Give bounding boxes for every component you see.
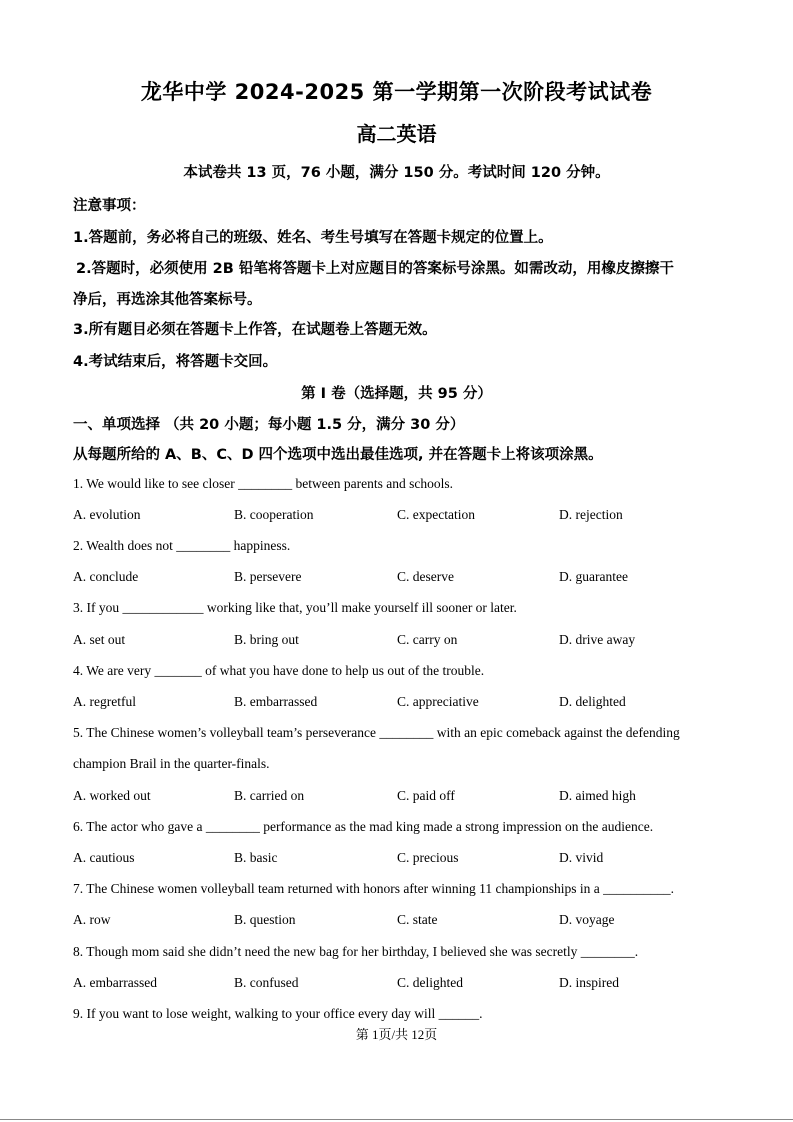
option-c: C. carry on xyxy=(397,632,458,647)
question-stem: 3. If you ____________ working like that, you’ll make yourself ill sooner or later. xyxy=(73,600,517,615)
option-d: D. vivid xyxy=(559,850,604,865)
part-title: 第 I 卷（选择题，共 95 分） xyxy=(301,386,492,402)
option-a: A. set out xyxy=(73,632,126,647)
option-c: C. paid off xyxy=(397,788,455,803)
option-c: C. deserve xyxy=(397,569,454,584)
option-d: D. guarantee xyxy=(559,569,628,584)
option-b: B. embarrassed xyxy=(234,694,318,709)
option-c: C. state xyxy=(397,912,438,927)
page-bottom-divider xyxy=(0,1119,793,1120)
option-b: B. persevere xyxy=(234,569,302,584)
option-b: B. basic xyxy=(234,850,278,865)
question-stem: 9. If you want to lose weight, walking to your office every day will ______. xyxy=(73,1006,483,1021)
question-options xyxy=(73,569,773,587)
question-stem: 5. The Chinese women’s volleyball team’s perseverance ________ with an epic comeback against the defending xyxy=(73,725,680,740)
question-options xyxy=(73,694,773,712)
option-b: B. carried on xyxy=(234,788,305,803)
option-b: B. bring out xyxy=(234,632,299,647)
notes-heading: 注意事项： xyxy=(73,198,146,214)
option-a: A. cautious xyxy=(73,850,135,865)
option-a: A. embarrassed xyxy=(73,975,157,990)
question-options xyxy=(73,912,773,930)
question-options xyxy=(73,632,773,650)
exam-title: 龙华中学 2024-2025 第一学期第一次阶段考试试卷 xyxy=(140,80,653,104)
option-d: D. delighted xyxy=(559,694,626,709)
option-a: A. row xyxy=(73,912,111,927)
question-stem: 1. We would like to see closer ________ between parents and schools. xyxy=(73,476,453,491)
question-stem: 2. Wealth does not ________ happiness. xyxy=(73,538,291,553)
question-options xyxy=(73,850,773,868)
page-number: 第 1页/共 12页 xyxy=(355,1027,438,1042)
option-a: A. worked out xyxy=(73,788,151,803)
option-b: B. cooperation xyxy=(234,507,314,522)
option-c: C. precious xyxy=(397,850,459,865)
question-options xyxy=(73,507,773,525)
question-stem: 4. We are very _______ of what you have done to help us out of the trouble. xyxy=(73,663,485,678)
option-d: D. drive away xyxy=(559,632,636,647)
option-d: D. voyage xyxy=(559,912,615,927)
option-d: D. rejection xyxy=(559,507,623,522)
section-heading: 一、单项选择 （共 20 小题；每小题 1.5 分，满分 30 分） xyxy=(73,417,465,433)
option-b: B. confused xyxy=(234,975,299,990)
note-item: 4.考试结束后，将答题卡交回。 xyxy=(73,354,278,370)
section-instruction: 从每题所给的 A、B、C、D 四个选项中选出最佳选项, 并在答题卡上将该项涂黑。 xyxy=(73,447,603,463)
option-c: C. appreciative xyxy=(397,694,479,709)
option-d: D. inspired xyxy=(559,975,619,990)
note-item: 2.答题时，必须使用 2B 铅笔将答题卡上对应题目的答案标号涂黑。如需改动，用橡皮擦擦干 xyxy=(76,261,674,277)
option-b: B. question xyxy=(234,912,296,927)
note-item: 1.答题前，务必将自己的班级、姓名、考生号填写在答题卡规定的位置上。 xyxy=(73,230,553,246)
question-stem: 8. Though mom said she didn’t need the new bag for her birthday, I believed she was secretly ________. xyxy=(73,944,639,959)
option-c: C. expectation xyxy=(397,507,475,522)
question-options xyxy=(73,788,773,806)
question-stem: 7. The Chinese women volleyball team returned with honors after winning 11 championships in a __________. xyxy=(73,881,675,896)
option-a: A. conclude xyxy=(73,569,139,584)
note-item: 3.所有题目必须在答题卡上作答，在试题卷上答题无效。 xyxy=(73,322,437,338)
option-a: A. evolution xyxy=(73,507,141,522)
exam-info: 本试卷共 13 页，76 小题，满分 150 分。考试时间 120 分钟。 xyxy=(183,165,610,181)
note-item-continued: 净后，再选涂其他答案标号。 xyxy=(73,292,262,308)
question-options xyxy=(73,975,773,993)
option-d: D. aimed high xyxy=(559,788,636,803)
option-a: A. regretful xyxy=(73,694,136,709)
question-stem: 6. The actor who gave a ________ performance as the mad king made a strong impression on the audience. xyxy=(73,819,654,834)
option-c: C. delighted xyxy=(397,975,463,990)
question-stem-continued: champion Brail in the quarter-finals. xyxy=(73,756,270,771)
exam-subject: 高二英语 xyxy=(356,122,437,146)
